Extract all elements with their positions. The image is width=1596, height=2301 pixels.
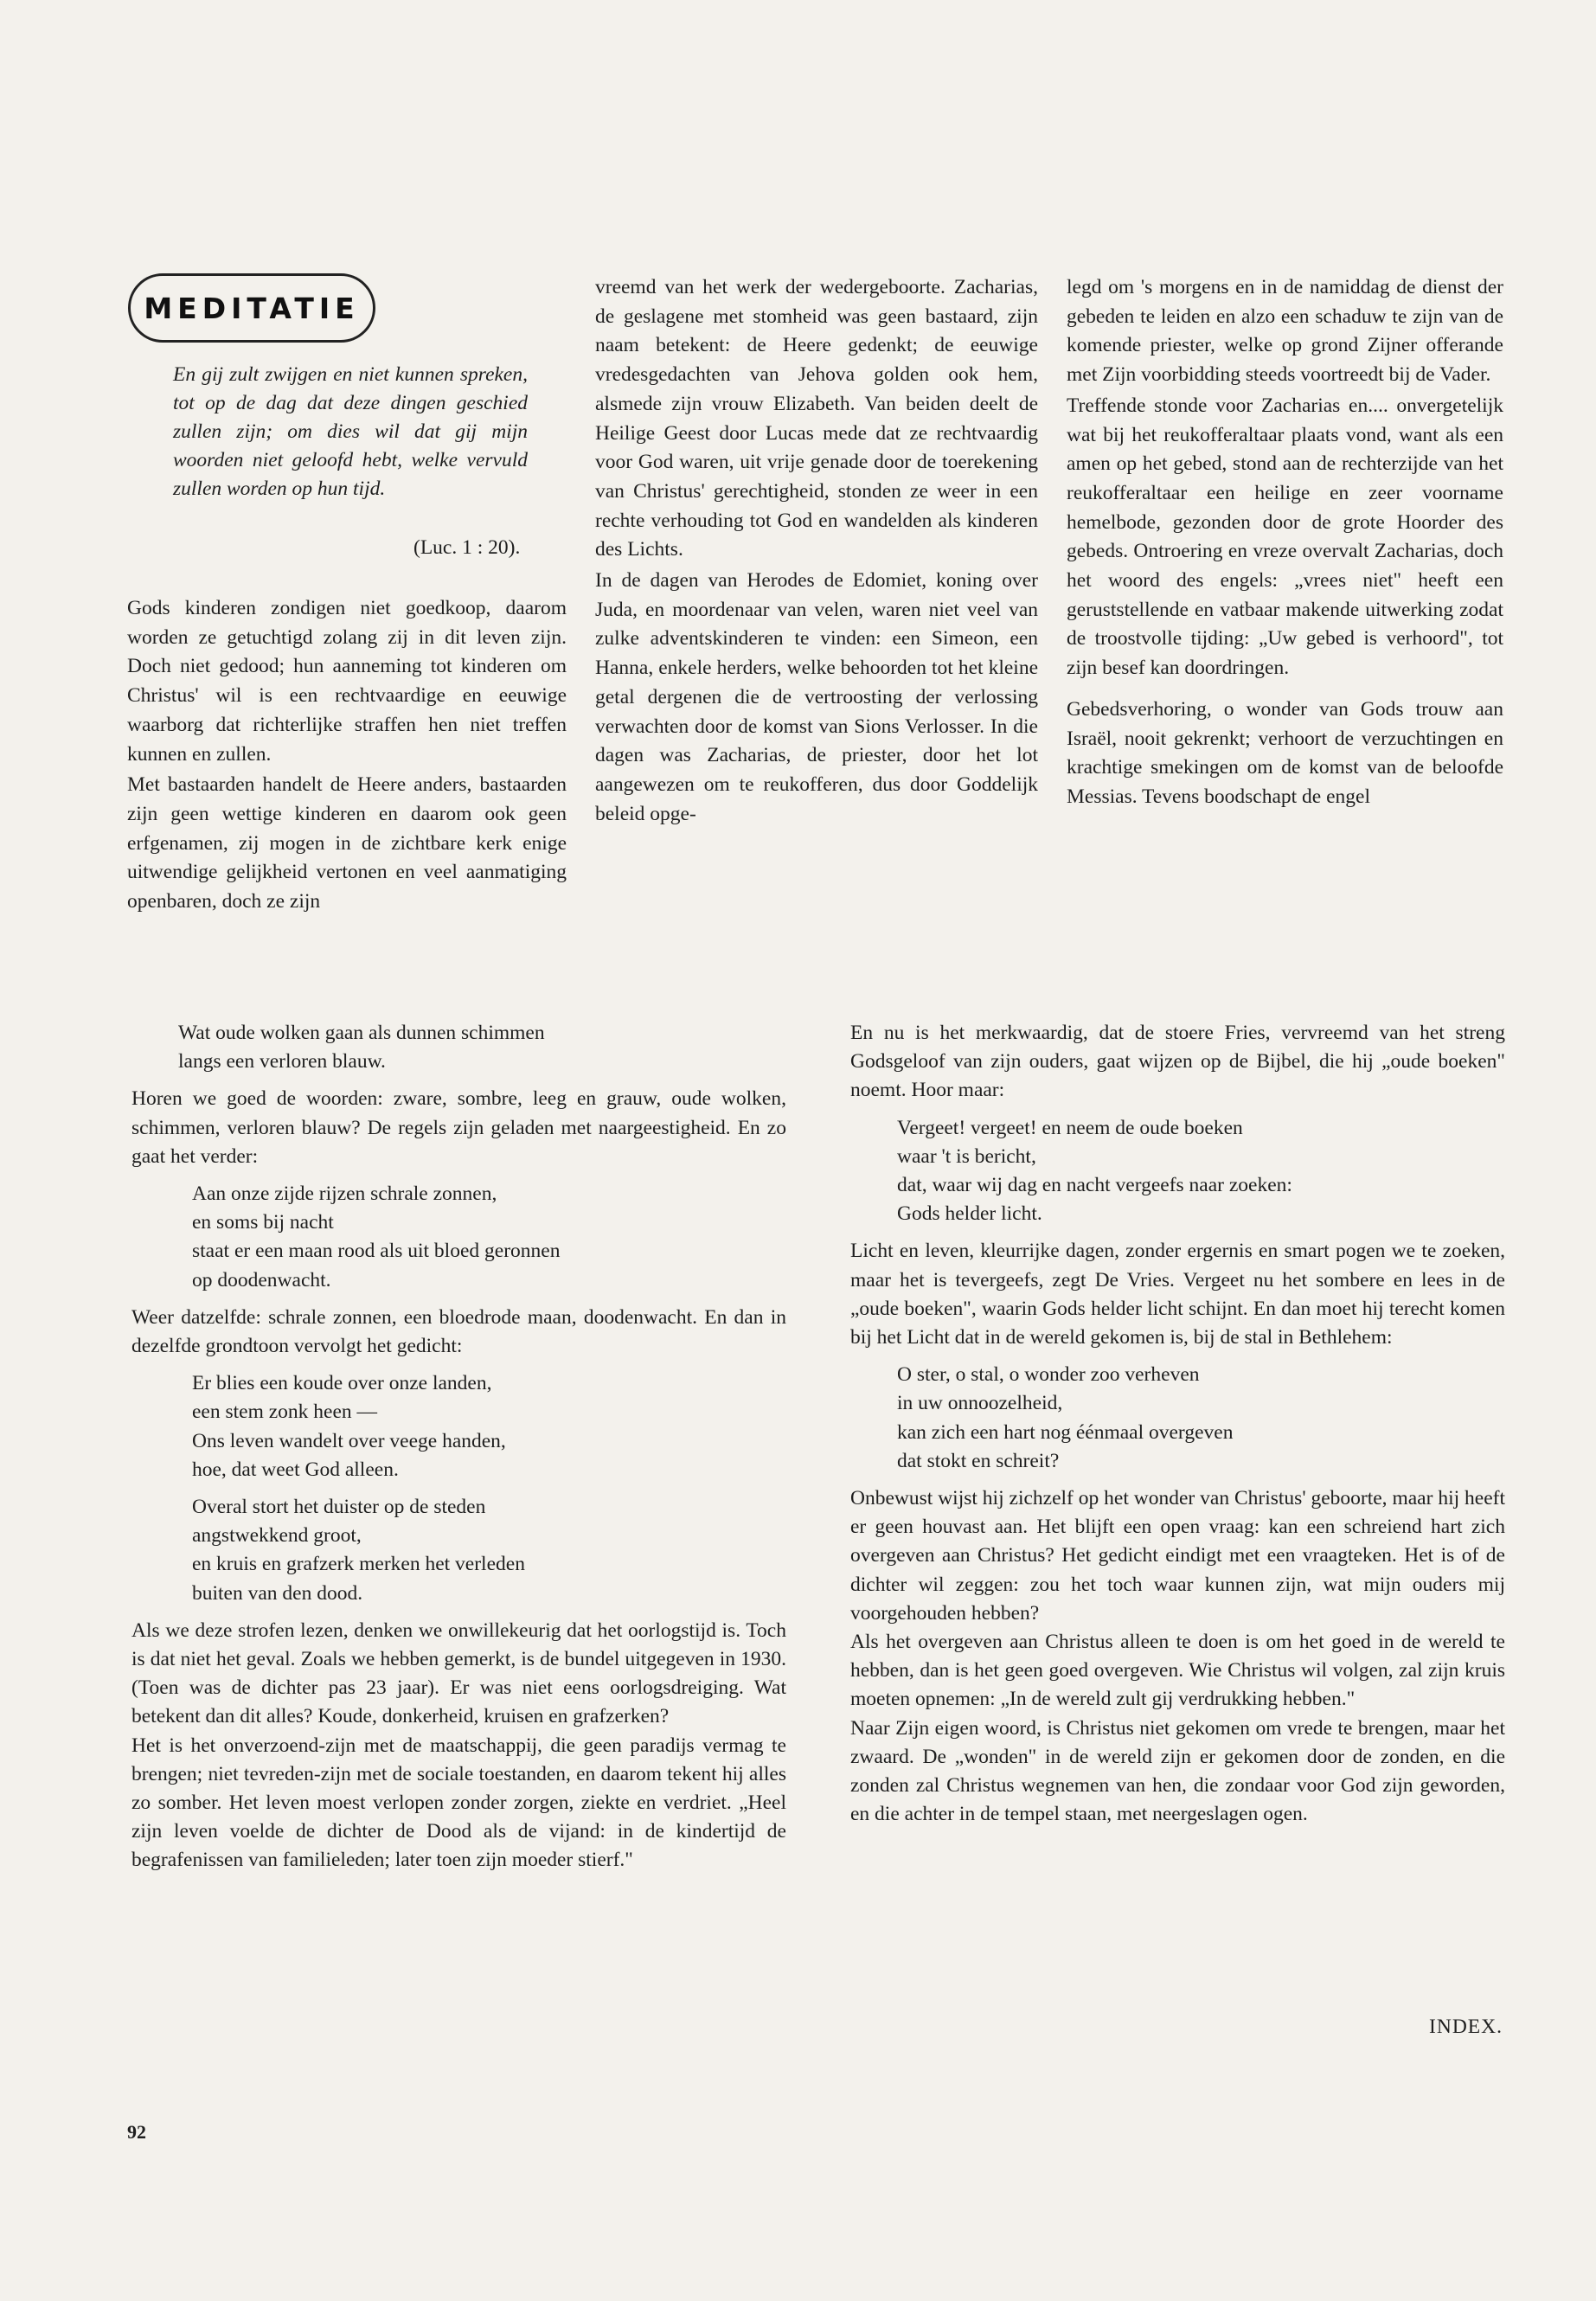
paragraph: vreemd van het werk der wedergeboorte. Zacharias, de geslagene met stomheid was geen bastaard, zijn naam betekent: de Heere gedenkt; de eeuwige vredesgedachten van Jehova golden ook hem, alsmede zijn vrouw Elizabeth. Van beiden deelt de Heilige Geest door Lucas mede dat ze rechtvaardig voor God waren, uit vrije genade door de toerekening van Christus' gerechtigheid, stonden ze weer in een rechte verhouding tot God en wandelden als kinderen des Lichts. (595, 276, 1038, 561)
poem-line: staat er een maan rood als uit bloed geronnen (192, 1240, 561, 1263)
paragraph: Onbewust wijst hij zichzelf op het wonder van Christus' geboorte, maar hij heeft er geen houvast aan. Het blijft een open vraag: kan een schreiend hart zich overgeven aan Christus? Het gedicht eindigt met een vraagteken. Het is of de dichter wil zeggen: zou het toch waar kunnen zijn, wat mijn ouders mij voorgehouden hebben? (850, 1487, 1505, 1625)
article-right-column (850, 1019, 1505, 1829)
paragraph: Het is het onverzoend-zijn met de maatschappij, die geen paradijs vermag te brengen; niet tevreden-zijn met de sociale toestanden, en daarom tekent hij alles zo somber. Het leven moest verlopen zonder zorgen, ziekte en verdriet. „Heel zijn leven voelde de dichter de Dood als de vijand: in de kindertijd de begrafenissen van familieleden; later toen zijn moeder stierf." (131, 1734, 786, 1872)
poem-stanza (850, 1114, 1505, 1229)
bible-reference: (Luc. 1 : 20). (413, 536, 521, 559)
paragraph: Als het overgeven aan Christus alleen te doen is om het goed in de wereld te hebben, dan is het geen goed overgeven. Wie Christus wil volgen, zal zijn kruis moeten opnemen: „In de wereld zult gij verdrukking hebben." (850, 1631, 1505, 1711)
paragraph: Licht en leven, kleurrijke dagen, zonder ergernis en smart pogen we te zoeken, maar het is tevergeefs, zegt De Vries. Vergeet nu het sombere en lees in de „oude boeken", waarin Gods helder licht schijnt. En dan moet hij terecht komen bij het Licht dat in de wereld gekomen is, bij de stal in Bethlehem: (850, 1240, 1505, 1349)
poem-line: Ons leven wandelt over veege handen, (192, 1429, 506, 1452)
poem-line: Vergeet! vergeet! en neem de oude boeken (897, 1116, 1243, 1139)
paragraph: Treffende stonde voor Zacharias en.... onvergetelijk wat bij het reukofferaltaar plaats vond, want als een amen op het gebed, stond aan de rechterzijde van het reukofferaltaar een heilige en zeer voorname hemelbode, gezonden door de grote Hoorder des gebeds. Ontroering en vreze overvalt Zacharias, doch het woord des engels: „vrees niet" heeft een geruststellende en vatbaar makende uitwerking zodat de troostvolle tijding: „Uw gebed is verhoord", tot zijn besef kan doordringen. (1067, 394, 1503, 680)
paragraph: Weer datzelfde: schrale zonnen, een bloedrode maan, doodenwacht. En dan in dezelfde grondtoon vervolgt het gedicht: (131, 1305, 786, 1358)
poem-line: langs een verloren blauw. (178, 1050, 386, 1074)
paragraph: In de dagen van Herodes de Edomiet, koning over Juda, en moordenaar van velen, waren niet veel van zulke adventskinderen te vinden: een Simeon, een Hanna, enkele herders, welke behoorden tot het kleine getal dergenen die de vertroosting der verlossing verwachten door de komst van Sions Verlosser. In die dagen was Zacharias, de priester, door het lot aangewezen om te reukofferen, dus door Goddelijk beleid opge- (595, 569, 1038, 825)
paragraph: Met bastaarden handelt de Heere anders, bastaarden zijn geen wettige kinderen en daarom ook geen erfgenamen, zij mogen in de zichtbare kerk enige uitwendige gelijkheid vertonen en veel aanmatiging openbaren, doch ze zijn (127, 773, 567, 913)
bible-quote: En gij zult zwijgen en niet kunnen spreken, tot op de dag dat deze dingen geschied zullen zijn; om dies wil dat gij mijn woorden niet geloofd hebt, welke vervuld zullen worden op hun tijd. (173, 363, 528, 500)
paragraph: legd om 's morgens en in de namiddag de dienst der gebeden te leiden en alzo een schaduw te zijn van de komende priester, welke op grond Zijner offerande met Zijn voorbidding steeds voortreedt bij de Vader. (1067, 276, 1503, 387)
meditatie-column-2 (595, 273, 1038, 829)
author-signature: INDEX. (1429, 2016, 1503, 2038)
poem-line: en kruis en grafzerk merken het verleden (192, 1553, 525, 1576)
poem-line: Aan onze zijde rijzen schrale zonnen, (192, 1183, 497, 1206)
poem-line: buiten van den dood. (192, 1581, 363, 1605)
article-left-column (131, 1019, 786, 1875)
paragraph: Gebedsverhoring, o wonder van Gods trouw aan Israël, nooit gekrenkt; verhoort de verzuchtingen en krachtige smekingen om de komst van de beloofde Messias. Tevens boodschapt de engel (1067, 697, 1503, 808)
poem-line: Overal stort het duister op de steden (192, 1496, 486, 1519)
meditatie-heading: MEDITATIE (144, 291, 360, 325)
paragraph: Horen we goed de woorden: zware, sombre, leeg en grauw, oude wolken, schimmen, verloren blauw? De regels zijn geladen met naargeestigheid. En zo gaat het verder: (131, 1087, 786, 1168)
poem-stanza (850, 1361, 1505, 1476)
meditatie-heading-box (128, 273, 375, 343)
poem-stanza (131, 1369, 786, 1484)
poem-stanza (131, 1493, 786, 1608)
poem-line: in uw onnoozelheid, (897, 1392, 1063, 1415)
poem-line: dat stokt en schreit? (897, 1449, 1060, 1472)
poem-line: hoe, dat weet God alleen. (192, 1458, 399, 1481)
poem-line: O ster, o stal, o wonder zoo verheven (897, 1363, 1200, 1387)
poem-line: Wat oude wolken gaan als dunnen schimmen (178, 1022, 545, 1044)
poem-line: Gods helder licht. (897, 1202, 1042, 1226)
poem-stanza (131, 1180, 786, 1295)
page-number: 92 (127, 2121, 146, 2143)
paragraph: Naar Zijn eigen woord, is Christus niet gekomen om vrede te brengen, maar het zwaard. De „wonden" in de wereld zijn er gekomen door de zonden, en die zonden zal Christus wegnemen van hen, die zondaar voor God zijn geworden, en die achter in de tempel staan, met neergeslagen ogen. (850, 1716, 1505, 1826)
poem-line: kan zich een hart nog éénmaal overgeven (897, 1420, 1234, 1444)
paragraph: En nu is het merkwaardig, dat de stoere Fries, vervreemd van het streng Godsgeloof van zijn ouders, gaat wijzen op de Bijbel, die hij „oude boeken" noemt. Hoor maar: (850, 1022, 1505, 1102)
meditatie-column-1 (127, 594, 567, 917)
poem-line: en soms bij nacht (192, 1211, 334, 1234)
poem-line: waar 't is bericht, (897, 1144, 1036, 1168)
poem-line: dat, waar wij dag en nacht vergeefs naar zoeken: (897, 1174, 1292, 1197)
poem-line: een stem zonk heen — (192, 1400, 378, 1424)
meditatie-column-3 (1067, 273, 1503, 812)
paragraph: Als we deze strofen lezen, denken we onwillekeurig dat het oorlogstijd is. Toch is dat niet het geval. Zoals we hebben gemerkt, is de bundel uitgegeven in 1930. (Toen was de dichter pas 23 jaar). Er was niet eens oorlogsdreiging. Wat betekent dan dit alles? Koude, donkerheid, kruisen en grafzerken? (131, 1618, 786, 1728)
paragraph: Gods kinderen zondigen niet goedkoop, daarom worden ze getuchtigd zolang zij in dit leven zijn. Doch niet gedood; hun aanneming tot kinderen om Christus' wil is een rechtvaardige en eeuwige waarborg dat richterlijke straffen hen niet treffen kunnen en zullen. (127, 597, 567, 766)
poem-line: Er blies een koude over onze landen, (192, 1372, 492, 1395)
poem-line: op doodenwacht. (192, 1268, 331, 1292)
poem-stanza (131, 1019, 786, 1076)
poem-line: angstwekkend groot, (192, 1524, 362, 1548)
